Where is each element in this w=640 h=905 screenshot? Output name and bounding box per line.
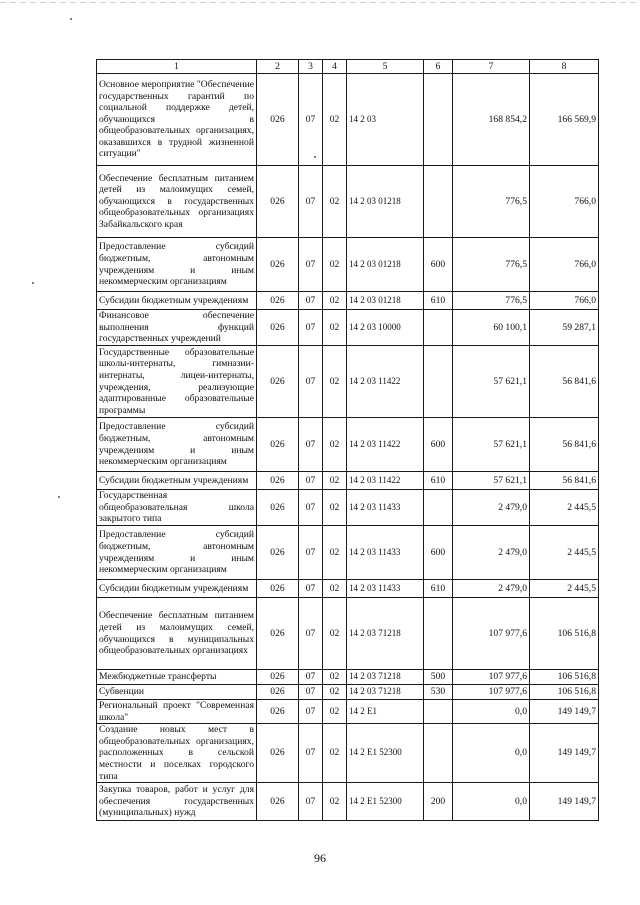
subsection-code: 02 — [323, 598, 347, 670]
department-code: 026 — [257, 166, 299, 238]
budget-table — [96, 59, 599, 821]
subsection-code: 02 — [323, 670, 347, 685]
budget-table-container — [96, 59, 598, 821]
table-row — [97, 783, 599, 821]
amount-year-1: 57 621,1 — [453, 346, 530, 418]
row-description: Региональный проект "Современная школа" — [97, 700, 257, 724]
amount-year-1: 2 479,0 — [453, 580, 530, 598]
section-code: 07 — [299, 724, 323, 783]
amount-year-2: 766,0 — [530, 238, 599, 292]
expense-type-code — [424, 74, 453, 166]
amount-year-2: 2 445,5 — [530, 526, 599, 580]
target-article-code: 14 2 03 11422 — [347, 346, 424, 418]
subsection-code: 02 — [323, 580, 347, 598]
table-row — [97, 292, 599, 310]
amount-year-1: 776,5 — [453, 238, 530, 292]
amount-year-1: 57 621,1 — [453, 472, 530, 490]
subsection-code: 02 — [323, 418, 347, 472]
amount-year-2: 149 149,7 — [530, 700, 599, 724]
section-code: 07 — [299, 166, 323, 238]
department-code: 026 — [257, 580, 299, 598]
department-code: 026 — [257, 74, 299, 166]
subsection-code: 02 — [323, 783, 347, 821]
amount-year-2: 766,0 — [530, 292, 599, 310]
expense-type-code: 610 — [424, 292, 453, 310]
expense-type-code: 600 — [424, 418, 453, 472]
section-code: 07 — [299, 580, 323, 598]
column-number-header: 4 — [323, 60, 347, 74]
row-description: Субсидии бюджетным учреждениям — [97, 292, 257, 310]
amount-year-1: 776,5 — [453, 166, 530, 238]
department-code: 026 — [257, 670, 299, 685]
amount-year-1: 2 479,0 — [453, 490, 530, 526]
department-code: 026 — [257, 700, 299, 724]
amount-year-2: 56 841,6 — [530, 346, 599, 418]
target-article-code: 14 2 03 11433 — [347, 526, 424, 580]
section-code: 07 — [299, 700, 323, 724]
amount-year-1: 776,5 — [453, 292, 530, 310]
amount-year-1: 0,0 — [453, 700, 530, 724]
department-code: 026 — [257, 598, 299, 670]
amount-year-2: 59 287,1 — [530, 310, 599, 346]
section-code: 07 — [299, 490, 323, 526]
section-code: 07 — [299, 783, 323, 821]
row-description: Финансовое обеспечение выполнения функций государственных учреждений — [97, 310, 257, 346]
target-article-code: 14 2 03 11433 — [347, 580, 424, 598]
section-code: 07 — [299, 346, 323, 418]
amount-year-1: 0,0 — [453, 783, 530, 821]
subsection-code: 02 — [323, 700, 347, 724]
subsection-code: 02 — [323, 238, 347, 292]
amount-year-1: 57 621,1 — [453, 418, 530, 472]
amount-year-2: 149 149,7 — [530, 783, 599, 821]
table-row — [97, 310, 599, 346]
expense-type-code — [424, 166, 453, 238]
scan-speck — [70, 18, 72, 20]
column-number-header: 3 — [299, 60, 323, 74]
section-code: 07 — [299, 310, 323, 346]
department-code: 026 — [257, 490, 299, 526]
table-row — [97, 685, 599, 700]
column-number-header: 2 — [257, 60, 299, 74]
department-code: 026 — [257, 418, 299, 472]
amount-year-1: 168 854,2 — [453, 74, 530, 166]
section-code: 07 — [299, 74, 323, 166]
subsection-code: 02 — [323, 526, 347, 580]
scan-speck — [32, 282, 34, 284]
table-row — [97, 598, 599, 670]
target-article-code: 14 2 03 10000 — [347, 310, 424, 346]
amount-year-2: 2 445,5 — [530, 490, 599, 526]
department-code: 026 — [257, 472, 299, 490]
target-article-code: 14 2 03 — [347, 74, 424, 166]
target-article-code: 14 2 E1 — [347, 700, 424, 724]
row-description: Межбюджетные трансферты — [97, 670, 257, 685]
amount-year-2: 106 516,8 — [530, 685, 599, 700]
expense-type-code — [424, 490, 453, 526]
table-body — [97, 74, 599, 821]
subsection-code: 02 — [323, 685, 347, 700]
section-code: 07 — [299, 238, 323, 292]
amount-year-2: 56 841,6 — [530, 418, 599, 472]
table-row — [97, 74, 599, 166]
section-code: 07 — [299, 418, 323, 472]
department-code: 026 — [257, 346, 299, 418]
row-description: Обеспечение бесплатным питанием детей из малоимущих семей, обучающихся в государственных общеобразовательных организациях Забайкальского края — [97, 166, 257, 238]
target-article-code: 14 2 03 11433 — [347, 490, 424, 526]
target-article-code: 14 2 E1 52300 — [347, 783, 424, 821]
subsection-code: 02 — [323, 472, 347, 490]
amount-year-1: 107 977,6 — [453, 670, 530, 685]
expense-type-code — [424, 724, 453, 783]
table-row — [97, 700, 599, 724]
target-article-code: 14 2 03 11422 — [347, 418, 424, 472]
department-code: 026 — [257, 685, 299, 700]
table-row — [97, 526, 599, 580]
department-code: 026 — [257, 310, 299, 346]
table-row — [97, 418, 599, 472]
table-row — [97, 346, 599, 418]
expense-type-code — [424, 310, 453, 346]
row-description: Предоставление субсидий бюджетным, автономным учреждениям и иным некоммерческим организациям — [97, 418, 257, 472]
amount-year-1: 107 977,6 — [453, 598, 530, 670]
column-number-header: 6 — [424, 60, 453, 74]
table-row — [97, 724, 599, 783]
row-description: Создание новых мест в общеобразовательных организациях, расположенных в сельской местности и поселках городского типа — [97, 724, 257, 783]
target-article-code: 14 2 03 11422 — [347, 472, 424, 490]
department-code: 026 — [257, 783, 299, 821]
table-row — [97, 472, 599, 490]
subsection-code: 02 — [323, 74, 347, 166]
target-article-code: 14 2 03 71218 — [347, 670, 424, 685]
amount-year-2: 2 445,5 — [530, 580, 599, 598]
subsection-code: 02 — [323, 310, 347, 346]
expense-type-code — [424, 598, 453, 670]
section-code: 07 — [299, 472, 323, 490]
column-number-header: 1 — [97, 60, 257, 74]
subsection-code: 02 — [323, 292, 347, 310]
column-number-header: 5 — [347, 60, 424, 74]
row-description: Государственная общеобразовательная школа закрытого типа — [97, 490, 257, 526]
department-code: 026 — [257, 526, 299, 580]
target-article-code: 14 2 03 01218 — [347, 238, 424, 292]
section-code: 07 — [299, 685, 323, 700]
subsection-code: 02 — [323, 490, 347, 526]
department-code: 026 — [257, 292, 299, 310]
section-code: 07 — [299, 598, 323, 670]
subsection-code: 02 — [323, 166, 347, 238]
amount-year-1: 107 977,6 — [453, 685, 530, 700]
row-description: Государственные образовательные школы-интернаты, гимназии-интернаты, лицеи-интернаты, учреждения, реализующие адаптированные образовательные программы — [97, 346, 257, 418]
table-row — [97, 580, 599, 598]
row-description: Субсидии бюджетным учреждениям — [97, 580, 257, 598]
table-row — [97, 490, 599, 526]
section-code: 07 — [299, 670, 323, 685]
amount-year-2: 106 516,8 — [530, 598, 599, 670]
subsection-code: 02 — [323, 724, 347, 783]
table-row — [97, 166, 599, 238]
row-description: Основное мероприятие "Обеспечение государственных гарантий по социальной поддержке детей, обучающихся в общеобразовательных организациях, оказавшихся в трудной жизненной ситуации" — [97, 74, 257, 166]
row-description: Обеспечение бесплатным питанием детей из малоимущих семей, обучающихся в муниципальных общеобразовательных организациях — [97, 598, 257, 670]
target-article-code: 14 2 03 01218 — [347, 292, 424, 310]
amount-year-2: 149 149,7 — [530, 724, 599, 783]
row-description: Субсидии бюджетным учреждениям — [97, 472, 257, 490]
amount-year-1: 60 100,1 — [453, 310, 530, 346]
section-code: 07 — [299, 292, 323, 310]
target-article-code: 14 2 03 71218 — [347, 685, 424, 700]
expense-type-code: 530 — [424, 685, 453, 700]
expense-type-code: 600 — [424, 526, 453, 580]
target-article-code: 14 2 E1 52300 — [347, 724, 424, 783]
expense-type-code: 500 — [424, 670, 453, 685]
department-code: 026 — [257, 238, 299, 292]
table-row — [97, 670, 599, 685]
table-header-row — [97, 60, 599, 74]
expense-type-code: 610 — [424, 580, 453, 598]
target-article-code: 14 2 03 01218 — [347, 166, 424, 238]
scan-edge-rule — [0, 2, 640, 3]
expense-type-code — [424, 346, 453, 418]
amount-year-2: 766,0 — [530, 166, 599, 238]
page-number: 96 — [314, 851, 326, 865]
section-code: 07 — [299, 526, 323, 580]
amount-year-1: 2 479,0 — [453, 526, 530, 580]
column-number-header: 8 — [530, 60, 599, 74]
row-description: Предоставление субсидий бюджетным, автономным учреждениям и иным некоммерческим организациям — [97, 526, 257, 580]
table-row — [97, 238, 599, 292]
expense-type-code — [424, 700, 453, 724]
amount-year-2: 56 841,6 — [530, 472, 599, 490]
expense-type-code: 600 — [424, 238, 453, 292]
expense-type-code: 610 — [424, 472, 453, 490]
department-code: 026 — [257, 724, 299, 783]
scan-speck — [58, 496, 60, 498]
amount-year-2: 106 516,8 — [530, 670, 599, 685]
row-description: Предоставление субсидий бюджетным, автономным учреждениям и иным некоммерческим организациям — [97, 238, 257, 292]
amount-year-1: 0,0 — [453, 724, 530, 783]
column-number-header: 7 — [453, 60, 530, 74]
amount-year-2: 166 569,9 — [530, 74, 599, 166]
row-description: Закупка товаров, работ и услуг для обеспечения государственных (муниципальных) нужд — [97, 783, 257, 821]
subsection-code: 02 — [323, 346, 347, 418]
target-article-code: 14 2 03 71218 — [347, 598, 424, 670]
row-description: Субвенции — [97, 685, 257, 700]
expense-type-code: 200 — [424, 783, 453, 821]
